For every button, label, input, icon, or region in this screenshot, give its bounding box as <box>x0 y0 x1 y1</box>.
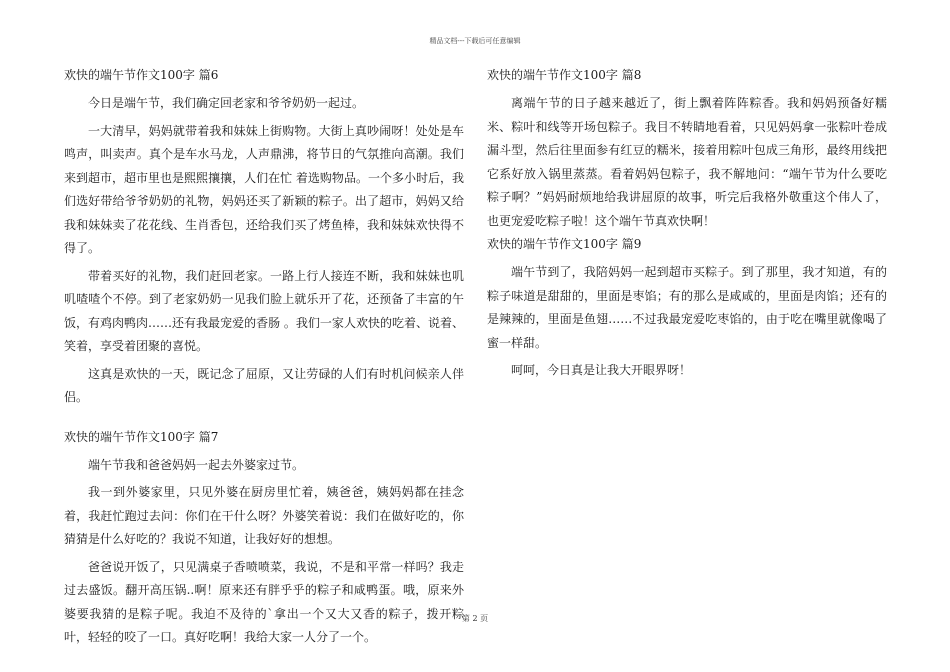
paragraph: 呵呵，今日真是让我大开眼界呀！ <box>511 363 692 377</box>
paragraph: 我一到外婆家里，只见外婆在厨房里忙着，姨爸爸，姨妈妈都在挂念着，我赶忙跑过去问：你们在干什么呀？外婆笑着说：我们在做好吃的，你猜猜是什么好吃的？我说不知道，让我好好的想想。 <box>64 485 464 546</box>
paragraph: 离端午节的日子越来越近了，街上飘着阵阵粽香。我和妈妈预备好糯米、粽叶和线等开场包粽子。我目不转睛地看着，只见妈妈拿一张粽叶卷成漏斗型，然后往里面参有红豆的糯米，接着用粽叶包成三角形，最终用线把它系好放入锅里蒸蒸。看着妈妈包粽子，我不解地问：“端午节为什么要吃粽子啊？”妈妈耐烦地给我讲屈原的故事，听完后我格外敬重这个伟人了，也更宠爱吃粽子啦！这个端午节真欢快啊！ <box>487 96 887 228</box>
essay-section-9 <box>487 235 887 383</box>
essay-section-8 <box>487 66 887 233</box>
right-column <box>487 66 887 383</box>
paragraph: 带着买好的礼物，我们赶回老家。一路上行人接连不断，我和妹妹也叽叽喳喳个不停。到了老家奶奶一见我们脸上就乐开了花，还预备了丰富的午饭，有鸡肉鸭肉……还有我最宠爱的香肠 。我们一家人欢快的吃着、说着、笑着，享受着团聚的喜悦。 <box>64 268 464 353</box>
section-title: 欢快的端午节作文100字 篇7 <box>64 429 219 444</box>
paragraph: 一大清早，妈妈就带着我和妹妹上街购物。大街上真吵闹呀！处处是车鸣声，叫卖声。真个是车水马龙，人声鼎沸，将节日的气氛推向高潮。我们来到超市，超市里也是熙熙攘攘，人们在忙 着选购物品。一个多小时后，我们选好带给爷爷奶奶的礼物，妈妈还买了新颖的粽子。出了超市，妈妈又给我和妹妹卖了花花线、生肖香包，还给我们买了烤鱼棒，我和妹妹欢快得不得了。 <box>64 123 464 255</box>
section-title: 欢快的端午节作文100字 篇9 <box>487 237 642 251</box>
paragraph: 这真是欢快的一天，既记念了屈原，又让劳碌的人们有时机问候亲人伴侣。 <box>64 366 464 404</box>
section-title: 欢快的端午节作文100字 篇6 <box>64 68 219 82</box>
section-title: 欢快的端午节作文100字 篇8 <box>487 68 642 82</box>
paragraph: 端午节我和爸爸妈妈一起去外婆家过节。 <box>88 457 305 472</box>
left-column <box>64 66 464 650</box>
header-note: 精品文档---下载后可任意编辑 <box>429 37 521 45</box>
paragraph: 今日是端午节，我们确定回老家和爷爷奶奶一起过。 <box>88 96 365 110</box>
essay-section-6 <box>64 66 464 410</box>
paragraph: 端午节到了，我陪妈妈一起到超市买粽子。到了那里，我才知道，有的粽子味道是甜甜的，里面是枣馅；有的那么是咸咸的，里面是肉馅；还有的是辣辣的，里面是鱼翅……不过我最宠爱吃枣馅的，由于吃在嘴里就像喝了蜜一样甜。 <box>487 265 887 350</box>
paragraph: 爸爸说开饭了，只见满桌子香喷喷菜，我说，不是和平常一样吗？我走过去盛饭。翻开高压锅..啊！原来还有胖乎乎的粽子和咸鸭蛋。哦，原来外婆要我猜的是粽子呢。我迫不及待的`拿出一个又大又香的粽子，拨开粽叶，轻轻的咬了一口。真好吃啊！我给大家一人分了一个。 <box>64 559 464 644</box>
page-number: 第 2 页 <box>461 614 489 623</box>
